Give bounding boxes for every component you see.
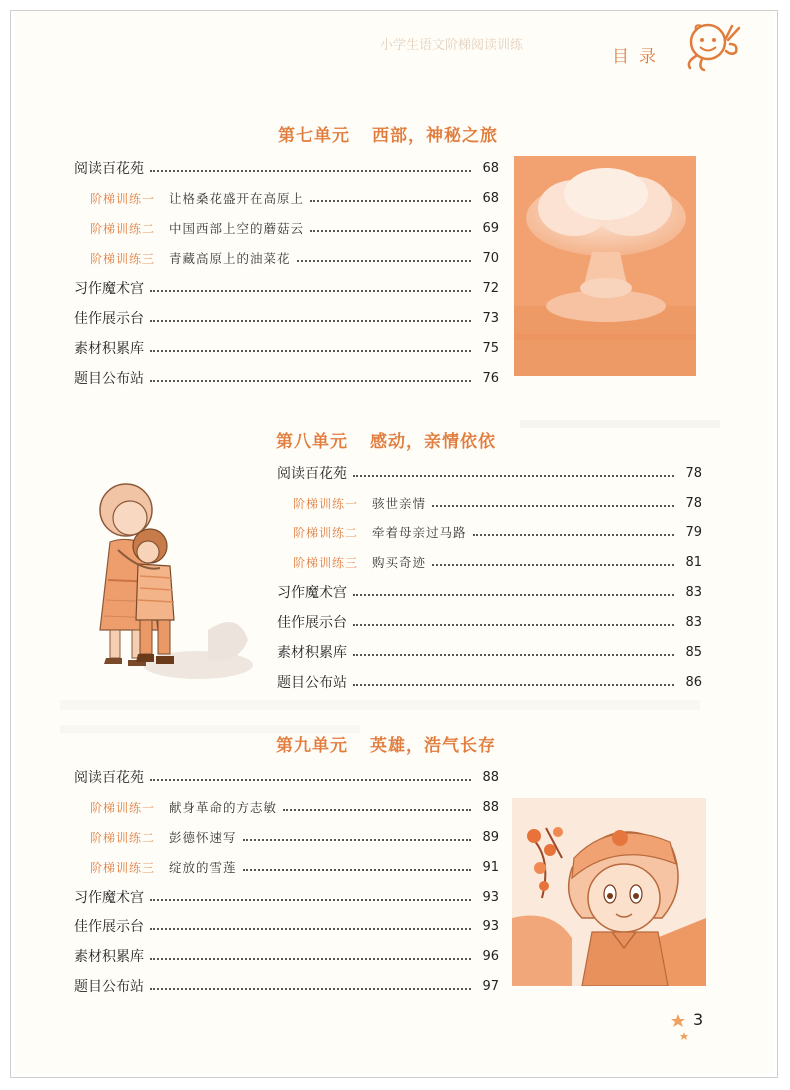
toc-entry[interactable] [74,368,499,388]
entry-label: 习作魔术宫 [74,281,144,297]
entry-label: 佳作展示台 [277,615,347,631]
entry-prefix: 阶梯训练三 [90,860,156,875]
entry-label: 题目公布站 [277,675,347,691]
dot-leader [310,230,471,232]
entry-label: 佳作展示台 [74,919,144,935]
unit-9-theme: 英雄，浩气长存 [370,736,496,756]
mother-child-illustration [88,480,258,685]
toc-title: 目录 [612,47,666,67]
dot-leader [150,988,471,990]
unit-9-title [276,731,496,756]
entry-prefix: 阶梯训练一 [90,800,156,815]
unit-8-theme: 感动，亲情依依 [370,432,496,452]
toc-entry[interactable] [90,827,499,847]
mushroom-cloud-illustration [514,156,696,376]
entry-label: 阅读百花苑 [74,770,144,786]
entry-prefix: 阶梯训练二 [90,221,156,236]
toc-entry[interactable] [74,278,499,298]
entry-label: 阅读百花苑 [277,466,347,482]
toc-entry[interactable] [74,338,499,358]
entry-prefix: 阶梯训练一 [293,496,359,511]
soldier-illustration [512,798,706,986]
dot-leader [353,475,674,477]
toc-entry[interactable] [90,248,499,268]
entry-page: 85 [685,644,702,660]
dot-leader [353,624,674,626]
entry-label: 骇世亲情 [372,496,427,511]
dot-leader [353,684,674,686]
toc-entry[interactable] [277,463,702,483]
entry-label: 青藏高原上的油菜花 [169,251,291,266]
toc-entry[interactable] [74,946,499,966]
entry-prefix: 阶梯训练一 [90,191,156,206]
toc-entry[interactable] [74,158,499,178]
dot-leader [150,899,471,901]
entry-page: 96 [482,948,499,964]
toc-entry[interactable] [277,612,702,632]
entry-page: 69 [482,220,499,236]
entry-label: 中国西部上空的蘑菇云 [169,221,305,236]
dot-leader [243,839,471,841]
entry-page: 78 [685,465,702,481]
entry-prefix: 阶梯训练二 [293,525,359,540]
toc-entry[interactable] [74,916,499,936]
entry-page: 68 [482,190,499,206]
entry-page: 81 [685,554,702,570]
entry-label: 绽放的雪莲 [169,860,237,875]
entry-label: 素材积累库 [74,341,144,357]
entry-page: 76 [482,370,499,386]
entry-label: 阅读百花苑 [74,161,144,177]
unit-8-number: 第八单元 [276,432,348,452]
dot-leader [150,380,471,382]
entry-label: 让格桑花盛开在高原上 [169,191,305,206]
toc-entry[interactable] [277,672,702,692]
unit-8-title [276,427,496,452]
header-ghost-text: 小学生语文阶梯阅读训练 [380,38,524,53]
toc-entry[interactable] [90,188,499,208]
entry-page: 70 [482,250,499,266]
dot-leader [150,320,471,322]
toc-entry[interactable] [74,308,499,328]
entry-page: 97 [482,978,499,994]
toc-entry[interactable] [277,642,702,662]
entry-page: 68 [482,160,499,176]
toc-entry[interactable] [293,493,702,513]
entry-page: 83 [685,614,702,630]
dot-leader [150,928,471,930]
toc-entry[interactable] [74,887,499,907]
entry-page: 93 [482,918,499,934]
dot-leader [432,505,674,507]
entry-page: 89 [482,829,499,845]
page-number: 3 [693,1010,704,1029]
entry-page: 83 [685,584,702,600]
entry-label: 习作魔术宫 [277,585,347,601]
moon-stars-icon [670,1000,740,1050]
dot-leader [150,779,471,781]
dot-leader [473,534,674,536]
entry-label: 习作魔术宫 [74,890,144,906]
dot-leader [150,290,471,292]
entry-page: 75 [482,340,499,356]
toc-entry[interactable] [293,552,702,572]
unit-7-theme: 西部，神秘之旅 [372,126,498,146]
entry-prefix: 阶梯训练三 [90,251,156,266]
dot-leader [150,170,471,172]
dot-leader [432,564,674,566]
entry-label: 题目公布站 [74,371,144,387]
entry-prefix: 阶梯训练三 [293,555,359,570]
toc-entry[interactable] [90,218,499,238]
unit-7-title [278,121,498,146]
entry-page: 88 [482,769,499,785]
entry-label: 购买奇迹 [372,555,427,570]
toc-entry[interactable] [90,797,499,817]
dot-leader [310,200,471,202]
entry-label: 佳作展示台 [74,311,144,327]
entry-label: 素材积累库 [277,645,347,661]
entry-prefix: 阶梯训练二 [90,830,156,845]
dot-leader [150,350,471,352]
entry-page: 73 [482,310,499,326]
toc-entry[interactable] [74,976,499,996]
dot-leader [283,809,471,811]
dot-leader [243,869,471,871]
entry-label: 牵着母亲过马路 [372,525,467,540]
dot-leader [297,260,471,262]
dot-leader [353,654,674,656]
unit-9-number: 第九单元 [276,736,348,756]
dot-leader [150,958,471,960]
toc-entry[interactable] [74,767,499,787]
toc-entry[interactable] [293,522,702,542]
entry-page: 93 [482,889,499,905]
toc-entry[interactable] [90,857,499,877]
toc-entry[interactable] [277,582,702,602]
unit-7-number: 第七单元 [278,126,350,146]
entry-page: 78 [685,495,702,511]
smiley-mascot-icon [676,18,748,72]
entry-label: 题目公布站 [74,979,144,995]
entry-page: 88 [482,799,499,815]
entry-page: 79 [685,524,702,540]
entry-page: 86 [685,674,702,690]
dot-leader [353,594,674,596]
entry-label: 素材积累库 [74,949,144,965]
entry-page: 91 [482,859,499,875]
entry-label: 彭德怀速写 [169,830,237,845]
entry-label: 献身革命的方志敏 [169,800,278,815]
entry-page: 72 [482,280,499,296]
